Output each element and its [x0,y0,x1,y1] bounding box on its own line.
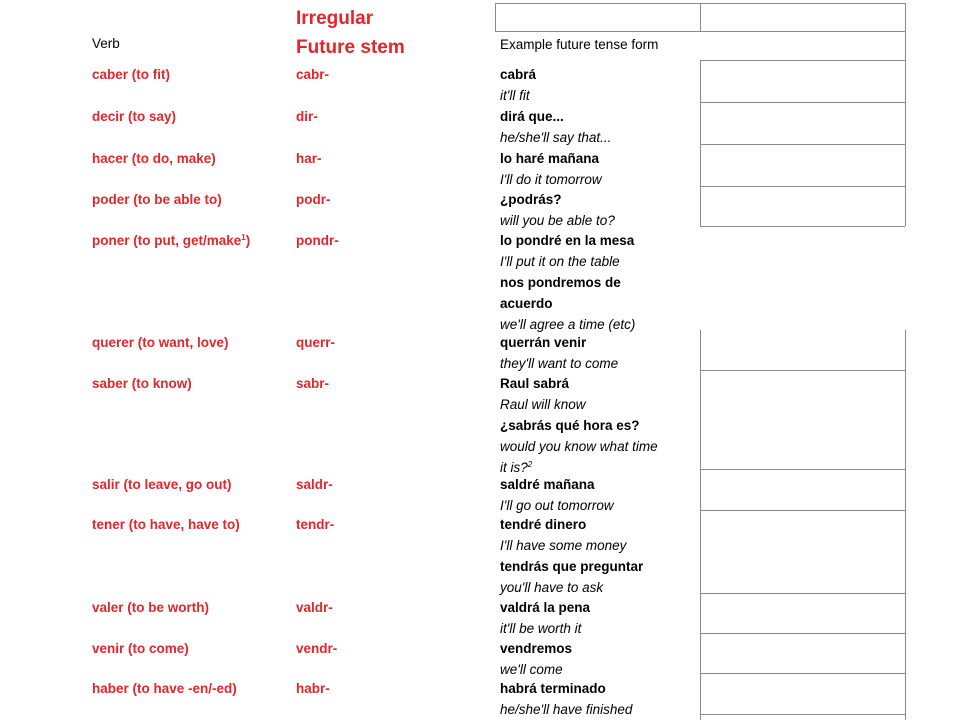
example-spanish: lo pondré en la mesa [500,233,635,248]
header-mid-border [495,31,905,32]
row-border [700,60,905,61]
row-border [700,714,905,715]
row-border [700,510,905,511]
verb-cell [92,332,229,353]
example-spanish: vendremos [500,641,573,656]
stem-cell: sabr- [296,376,330,391]
stem-cell: valdr- [296,600,333,615]
example-english: I'll have some money [500,538,627,553]
row-border [700,370,905,371]
example-english: I'll put it on the table [500,254,620,269]
verb-text: hacer (to do, make) [92,151,216,166]
table-right-border [905,60,906,226]
verb-footnote: 1 [241,233,246,242]
verb-cell [92,64,170,85]
example-spanish: habrá terminado [500,681,606,696]
verb-text: venir (to come) [92,641,189,656]
verb-cell [92,230,250,251]
example-spanish: nos pondremos de [500,275,621,290]
header-example: Example future tense form [500,37,659,52]
example-spanish: dirá que... [500,109,564,124]
col-divider [700,330,701,720]
verb-text: decir (to say) [92,109,177,124]
example-english: he/she'll have finished [500,702,633,717]
verb-text: haber (to have -en/-ed) [92,681,237,696]
example-spanish: querrán venir [500,335,587,350]
example-spanish: valdrá la pena [500,600,591,615]
verb-cell [92,474,232,495]
stem-cell: pondr- [296,233,339,248]
row-border [700,144,905,145]
header-irregular: Irregular [296,8,374,29]
stem-cell: querr- [296,335,336,350]
example-english: it'll fit [500,88,530,103]
header-future-stem: Future stem [296,37,405,58]
row-border [700,102,905,103]
example-spanish: cabrá [500,67,537,82]
verb-cell [92,148,216,169]
verb-text: poner (to put, get/make [92,233,242,248]
example-spanish: lo haré mañana [500,151,600,166]
verb-tail: ) [245,233,251,248]
row-border [700,186,905,187]
example-spanish: Raul sabrá [500,376,570,391]
stem-cell: podr- [296,192,331,207]
header-col-divider [495,3,496,31]
verb-text: valer (to be worth) [92,600,210,615]
example-english-cont-text: it is? [500,460,528,475]
stem-cell: dir- [296,109,318,124]
stem-cell: vendr- [296,641,338,656]
table-right-border [905,330,906,720]
header-col-divider [700,3,701,31]
verb-text: salir (to leave, go out) [92,477,232,492]
table-right-border [905,3,906,61]
verb-text: saber (to know) [92,376,192,391]
verb-cell [92,106,176,127]
example-english: I'll go out tomorrow [500,498,614,513]
row-border [700,469,905,470]
example-spanish: saldré mañana [500,477,595,492]
stem-cell: saldr- [296,477,333,492]
stem-cell: habr- [296,681,330,696]
stem-cell: cabr- [296,67,330,82]
example-spanish: tendrás que preguntar [500,559,644,574]
example-english: they'll want to come [500,356,619,371]
example-english: he/she'll say that... [500,130,612,145]
verb-text: caber (to fit) [92,67,171,82]
stem-cell: har- [296,151,322,166]
example-spanish-cont: acuerdo [500,296,553,311]
verb-cell [92,638,189,659]
col-divider [700,60,701,226]
verb-text: querer (to want, love) [92,335,229,350]
verb-cell [92,514,240,535]
example-english: we'll come [500,662,563,677]
verb-cell [92,373,192,394]
example-footnote: 2 [527,460,533,469]
example-english: Raul will know [500,397,586,412]
verb-text: tener (to have, have to) [92,517,240,532]
verb-cell [92,678,237,699]
row-border [700,633,905,634]
example-english: it'll be worth it [500,621,582,636]
verb-cell [92,189,222,210]
verb-cell [92,597,209,618]
example-spanish: ¿sabrás qué hora es? [500,418,640,433]
example-english: you'll have to ask [500,580,604,595]
stem-cell: tendr- [296,517,335,532]
example-spanish: ¿podrás? [500,192,562,207]
example-english: we'll agree a time (etc) [500,317,636,332]
example-english: would you know what time [500,439,658,454]
example-spanish: tendré dinero [500,517,587,532]
header-verb: Verb [92,36,120,51]
example-english: will you be able to? [500,213,615,228]
verb-text: poder (to be able to) [92,192,222,207]
row-border [700,673,905,674]
row-border [700,226,905,227]
row-border [700,593,905,594]
example-english: I'll do it tomorrow [500,172,602,187]
